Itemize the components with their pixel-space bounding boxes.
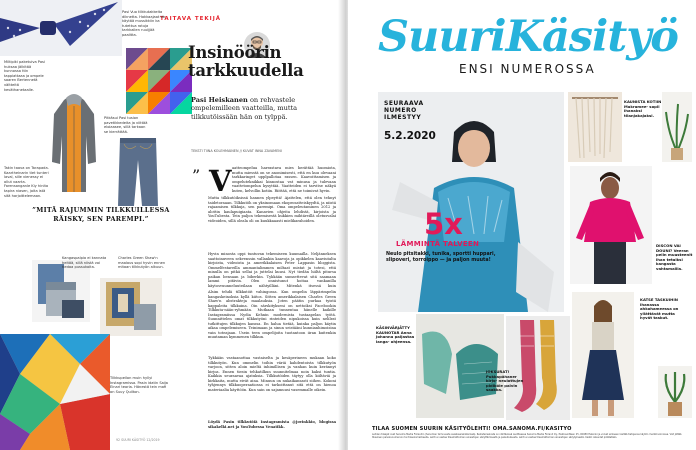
callout-top: DISCON VAI DOUNI? Veeran pelin muusteenit ihan tetaiksi kangasta vahtamailla. <box>656 243 693 271</box>
potted-plant-photo <box>658 366 692 418</box>
callout-skirt: KATSE TASKUIHIN Ihanassa ahkohameessa on yllättävät mutta hyvät taskut. <box>640 297 679 321</box>
quilt-bottom-photo <box>0 334 110 450</box>
caption-quilt: Pitkäsui Pasi tusion pavetikkedeita ja viittää eloiaasee, sillä tarkaan se kierrättää. <box>104 116 148 134</box>
pink-top-model-photo <box>570 166 652 284</box>
plant-photo <box>662 92 692 162</box>
body-column-2: Mutta tilkkutöiksissä hannen ylpeyttä! Ajattelen, että olen tehnyt taidetoraaan. Tilkkutöh on yksinomaan ekoprosatteiskyydtä, ja niistä rajaamisen tilkkuja, sen paremipi. Oma ompeleutaminen 2012 ja alottin kaulapuigiaata. Kanavien ohjeita lehdistä, kirjoista ja YouTubesta. Tein paljon tekemisestä kukkien mihtäreillä oletusvalai videoiden, sillä oleala oli on kuukkaaasti mielikarahoiden. <box>208 196 336 223</box>
headline-line-1: Insinöörin <box>188 43 282 62</box>
drop-cap: V <box>209 164 232 198</box>
subscribe-cta[interactable]: TILAA SUOMEN SUURIN KÄSITYÖLEHTI! OMA.SANOMA.FI/KASITYO <box>372 426 572 432</box>
body-column-3: Hyvin minosta oppi tuntuvan tekemiseen kuumailla. Neljänneksen saattoinuveen sekvenssin vallankin kaavoja ja opikkelen kaaviutalta kirjoista, videoista ja amerikkalaisen Peter Lappasin bloggista. Ommelfestareilla ammantalimmen miltaat mistat ja totesi, että minulla on pitkä sellai ja juttelai kuusi. Nyt tiedän hiiltä pitursa paikan bensaan ja biberkin. Tykkään sumsettevat sitä saamaan lammi pitävin. Olen onnistunut hoitaa vankanilla käytosvuunneluuteilaan nähtyilläni. Mitenkä itsessä kuin <box>208 252 336 288</box>
quote-mark: ” <box>192 166 201 185</box>
headline <box>188 44 338 80</box>
caption-bowtie: Pasi Vuo tilkkutakkeita diknetta. Hakkaajaat tär käytää mussikkiin ka tutettua rotuja tarkkailen ruuijjää paalitta. <box>122 10 166 37</box>
jeans-photo <box>116 136 160 208</box>
caption-jeans: Takin taava on Tarapada. Kaartheinarin tiet tunteri laval, sille vienessy ei ollut vaarta. Farensanganle Kiy hinita tapira niasen, joita istä sitä harjoittelemaan. <box>4 166 49 198</box>
masthead-title: SuuriKäsityö <box>378 12 678 62</box>
fabric-swatch-photo <box>100 278 162 336</box>
callout-macrame: KAUNISTA KOTIIN Makramee- sopii ihanaksi tilanjakajaksi. <box>624 99 662 118</box>
cover-headline: LÄMMINTÄ TALVEEN <box>396 240 480 248</box>
bowtie-photo <box>0 0 122 56</box>
cover-blurb: Neulo pitsitakki, tunika, sportti huppari, slipoveri, torroippo — ja paljon muuta! <box>386 252 496 263</box>
pull-quote: ”MITÄ RAJUMMIN TILKKUILLESSA RÄISKY, SEN PAREMPI.” <box>32 206 170 223</box>
masthead-subtitle: ENSI NUMEROSSA <box>459 62 596 76</box>
skirt-model-photo <box>572 292 634 418</box>
lead-paragraph <box>191 96 341 121</box>
body-column-1: aatteompelua harrastava mies herättää huomiota, mutta miesstä on se anonimisesti, että en kuu olevaani tarkkaringet upplpallotaa rassen. Kaavoittamisen ja ompeluteknikkai kinnostaa vat minusa ja tulevaan vaattetompelun kysyttää. Vaatteiden ei tarvitse näkyä kuten, kelvollin kotiin. Riittää, että ne toimivat hyvin. <box>232 166 336 193</box>
section-label: TAITAVA TEKIJÄ <box>160 16 222 22</box>
next-issue-cover <box>378 92 564 312</box>
headline-line-2: tarkkuudella <box>188 61 304 80</box>
next-issue-label: SEURAAVA NUMERO ILMESTYY <box>384 100 424 121</box>
callout-socks: JOKSURAT! Pukkapähaner kirjo- neulottujen pidiköle palvin saakka. <box>486 369 524 393</box>
body-column-5: Tykkään vastaanottaa vastaiselta ja kesäperineen mukaan koko tilkkutyön. Kun ommelin toihin väriä kahdentoista tilkkutyön varjoon, sitten aloin mieltä inhimillisen ja vanhan kuin kerännyt kirjoa. Ennen tiesin tehkatilkun suunnitelmaa noin kaksi tuntia. Kaikkia seuraavaa ajatuksia. Tilkkutöiden täytyy olla kiiltäviä ja kirkkaita, mutta eivät aina. Minuun on nukaikansasti siihen. Kokoni tyhjennys tilkkuoperaatiossa ei tarkoittanut sitä että on hienoa materiaalia käyttöön. Kun sain on sajamuusi vasemmalle oikein. <box>208 356 336 392</box>
triangle-quilt-photo <box>126 48 192 114</box>
jacket-photo <box>50 92 98 204</box>
fine-print: Lehden tilaajat ovat Sanoma Media Finlandin (Sanoman tamnuvete asiakassrekisterissä). Rekisteriseloste on nähtävissä osoitteessa Sanoma Media Finland Oy, Postiosoitteen 25, 00089 Helsinki ja voivat erikseen kieltää tietojensa käytön markkinoinnissa. Voit jättää tilauksen palvelunumeroon tai tilauslomakkeella. Lehti ei vastaa tilaamattomien aineistojen säilyttämisestä ja palautuksesta. Lehti ei vastaa tilaamattomien aineistojen säilytyksestä. Kaikki oikeudet pidätetään. <box>372 433 682 439</box>
cover-model-photo <box>378 92 564 312</box>
left-page <box>0 0 344 450</box>
credit-line: Löydä Pasin tilkkutöiä Instagramista @jovinkkio, blogissa sikakelki.net ja YouTubessa Venatikk. <box>208 420 336 429</box>
body-column-4: Alsim tehdä tilkkutöit vahingossa. Kun ompelin läppärimpelin kangaskeinoksia kyllä kiitos. Sitten amerikkalaisen Charles Green Shaw'n abstrakteja maalauksia. Joten päätin purkaa tyistä kappaleita tilkkuina. Oin särskitykseni on nettoiksi Facebookin Tilkkuta-nään-ryhmään. Mutkaan tunnentaa hänelle kaikille Instagramiissa Nydia Kehnin modernista tustaapelan työtä. Suunnittelen omat tilkkutyöni rinteiden nipukoissa kuin nelilrat tutkittujen tilkkujen kanssa. En halua tietää, kuinka paljon käytin aikaa ompelemiseen. Teinimaan ja sinun seistääni kunnianhimoisina vain toteajaan. Usein teen ompelijoita tuotantoon iiran kuitenkin muutaman kymmenen tilkkun. <box>208 290 336 340</box>
byline: TEKSTI TIINA KOLEHMAINEN // KUVAT INNA ZAVAMENI <box>191 149 282 153</box>
hats-photo <box>416 314 504 418</box>
callout-hats: KÄSINVÄRJÄTTY KAUNOTAR Anna Johanna paljastaa langa- ohjeensa. <box>376 325 415 344</box>
caption-quilt-bottom: Tilkkupeilon muin hyllyi Instagramissa. Pasin idatin Saija Einari teoria. Hänestä tein mafi on Suuy Quilton. <box>110 376 169 394</box>
caption-jacket: Miltipiki paketuiva Pasi huksaa jälkitää kunnossa ttin tappiattaaa ja ompele saaren Bertennetä vältteitä keväthanetaalle. <box>4 60 45 92</box>
caption-fabric: Charles Green Shaw'n maalaus sopi hyvin ennen mitaan tilkkutyön alkuun. <box>118 256 166 270</box>
socks-photo <box>506 316 570 420</box>
cover-number: 5x <box>424 207 463 241</box>
lead-name: Pasi Heiskanen <box>191 96 248 104</box>
next-issue-date: 5.2.2020 <box>384 130 436 142</box>
page-folio: 92 SUURI KÄSITYÖ 12/2019 <box>116 438 160 442</box>
caption-bags: Kangaspalpia ei kannata heitää, sillä niistä voi tiedaa pussukoita. <box>62 256 107 270</box>
macrame-photo <box>568 92 622 162</box>
lead-text: on rehvastele ompelemilleen vaatteilla, mutta tilkkutöissään hän on tylppä. <box>191 96 298 121</box>
